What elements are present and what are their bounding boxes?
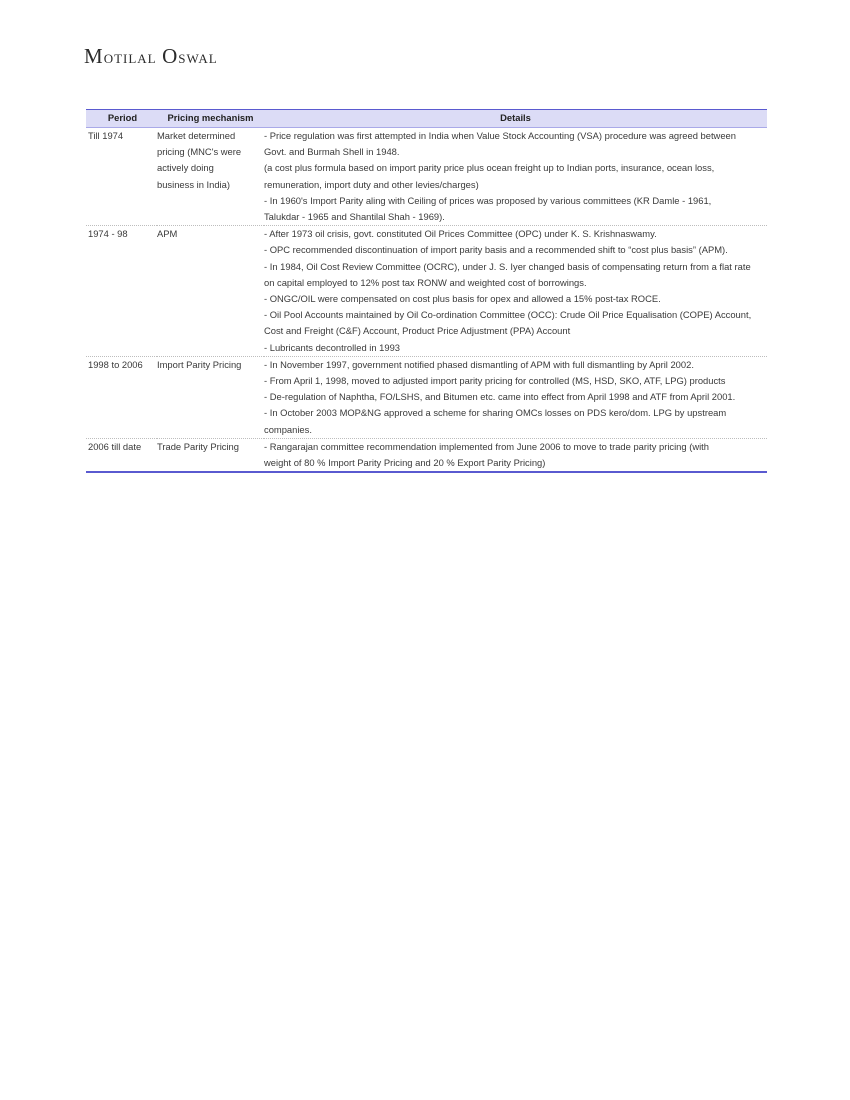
details-line: - ONGC/OIL were compensated on cost plus basis for opex and allowed a 15% post-tax ROCE. [264,293,661,305]
cell-period: 1974 - 98 [86,226,157,357]
details-line: - After 1973 oil crisis, govt. constituted Oil Prices Committee (OPC) under K. S. Krishnaswamy. [264,228,657,240]
cell-details [264,438,767,472]
details-line: companies. [264,423,312,435]
details-line: (a cost plus formula based on import parity price plus ocean freight up to Indian ports, insurance, ocean loss, [264,162,715,174]
details-line: - In 1960's Import Parity aling with Ceiling of prices was proposed by various committees (KR Damle - 1961, [264,194,712,206]
details-line: - In November 1997, government notified phased dismantling of APM with full dismantling by April 2002. [264,358,694,370]
brand-word-1: otilal [103,47,157,67]
mechanism-line: actively doing [157,162,214,174]
brand-initial-2: O [162,44,179,68]
brand-word-2: swal [178,47,218,67]
details-line: - From April 1, 1998, moved to adjusted import parity pricing for controlled (MS, HSD, SKO, ATF, LPG) products [264,375,726,387]
details-line: - In October 2003 MOP&NG approved a scheme for sharing OMCs losses on PDS kero/dom. LPG by upstream [264,407,727,419]
cell-details [264,226,767,357]
cell-mechanism [157,356,264,438]
table-row [86,128,767,226]
cell-details [264,128,767,226]
details-line: - Oil Pool Accounts maintained by Oil Co-ordination Committee (OCC): Crude Oil Price Equalisation (COPE) Account, [264,309,752,321]
details-line: weight of 80 % Import Parity Pricing and 20 % Export Parity Pricing) [264,457,546,469]
details-line: Talukdar - 1965 and Shantilal Shah - 1969). [264,211,445,223]
col-header-details: Details [264,110,767,128]
details-line: - Lubricants decontrolled in 1993 [264,341,401,353]
col-header-period: Period [86,110,157,128]
brand-logo [84,44,218,69]
mechanism-line: Market determined [157,130,236,141]
mechanism-line: Import Parity Pricing [157,358,242,370]
cell-mechanism [157,438,264,472]
details-line: on capital employed to 12% post tax RONW and weighted cost of borrowings. [264,276,587,288]
cell-details [264,356,767,438]
cell-period: 2006 till date [86,438,157,472]
details-line: - Rangarajan committee recommendation implemented from June 2006 to move to trade parity pricing (with [264,440,710,452]
mechanism-line: Trade Parity Pricing [157,440,239,452]
details-line: remuneration, import duty and other levies/charges) [264,178,479,190]
details-line: Cost and Freight (C&F) Account, Product Price Adjustment (PPA) Account [264,325,571,337]
cell-mechanism [157,128,264,226]
mechanism-line: APM [157,228,178,240]
pricing-history-table [86,109,767,473]
table-row [86,438,767,472]
details-line: - De-regulation of Naphtha, FO/LSHS, and Bitumen etc. came into effect from April 1998 and ATF from April 2001. [264,391,736,403]
table-header-row [86,110,767,128]
table-row [86,356,767,438]
details-line: - In 1984, Oil Cost Review Committee (OCRC), under J. S. Iyer changed basis of compensating return from a flat rate [264,260,751,272]
brand-initial-1: M [84,44,104,68]
cell-mechanism [157,226,264,357]
details-line: - Price regulation was first attempted in India when Value Stock Accounting (VSA) procedure was agreed between [264,130,736,141]
details-line: Govt. and Burmah Shell in 1948. [264,146,400,158]
cell-period: Till 1974 [86,128,157,226]
cell-period: 1998 to 2006 [86,356,157,438]
col-header-mechanism: Pricing mechanism [157,110,264,128]
mechanism-line: pricing (MNC's were [157,146,242,158]
mechanism-line: business in India) [157,178,230,190]
table-row [86,226,767,357]
details-line: - OPC recommended discontinuation of import parity basis and a recommended shift to “cost plus basis” (APM). [264,244,728,256]
